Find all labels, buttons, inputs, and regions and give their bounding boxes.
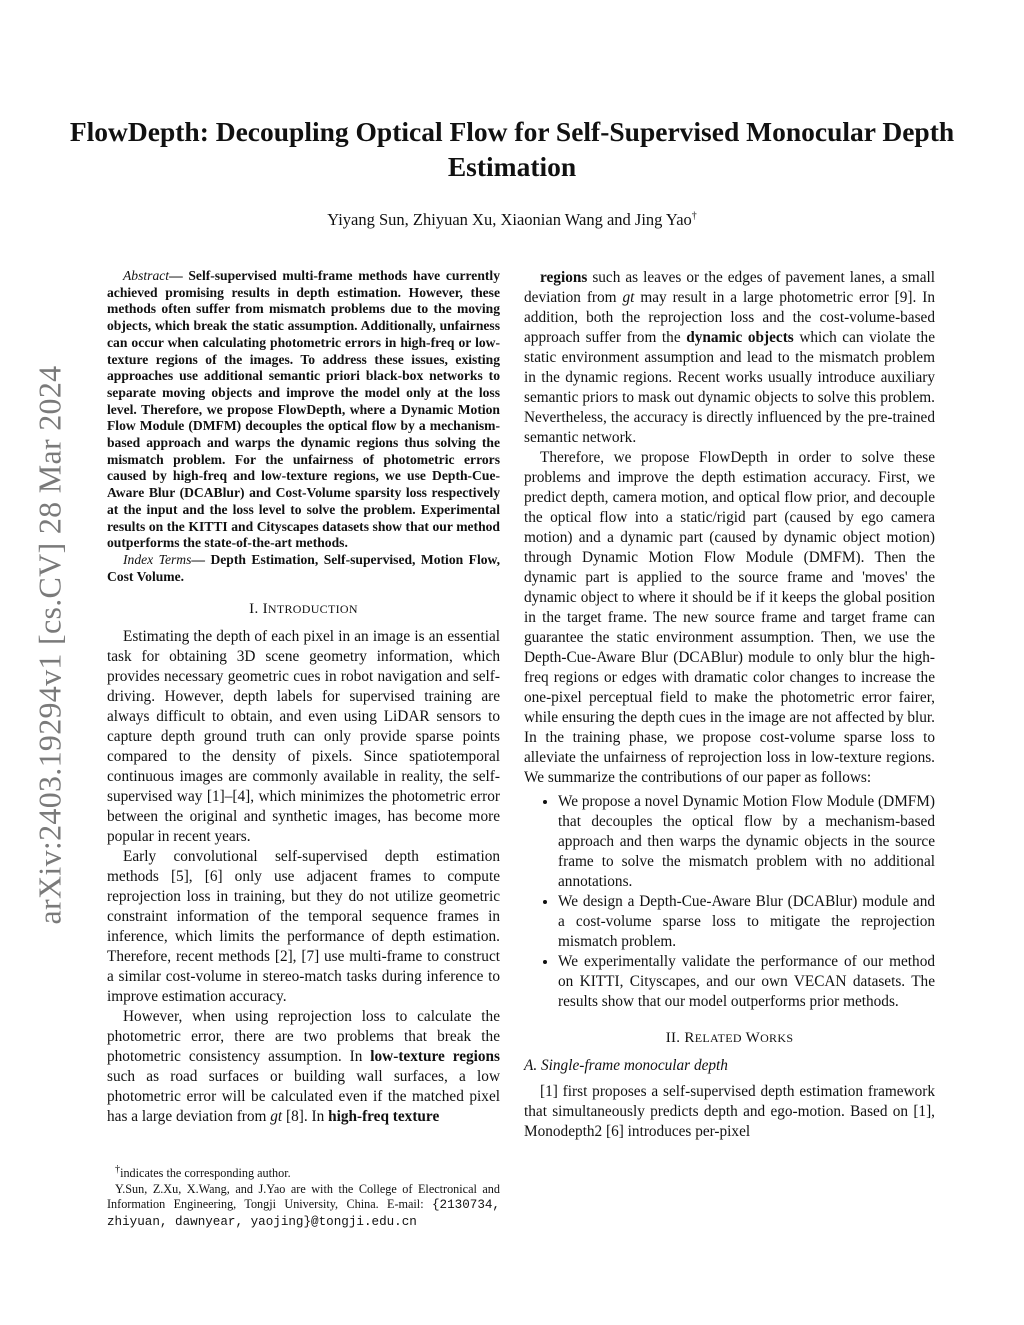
paragraph [524,448,935,788]
index-terms-label: Index Terms [123,551,192,567]
math-symbol: gt [622,289,635,306]
introduction-body [107,627,500,1127]
section-heading-related-works [524,1028,935,1048]
author-names: Yiyang Sun, Zhiyuan Xu, Xiaonian Wang and Jing Yao [327,210,692,229]
bold-text: high-freq texture [328,1108,440,1126]
affiliation-text: Y.Sun, Z.Xu, X.Wang, and J.Yao are with the College of Electronical and Information Engineering, Tongji University, China. E-mail: [107,1181,500,1212]
section-heading-introduction [107,599,500,619]
footnote-corresponding [107,1162,500,1182]
text: Therefore, we propose FlowDepth in order to solve these problems and improve the depth estimation accuracy. First, we predict depth, camera motion, and optical flow prior, and decouple the optical flow into a static/rigid part (caused by ego camera motion) and a dynamic part (caused by dynamic object motion) through Dynamic Motion Flow Module (DMFM). Then the dynamic part is applied to the source frame and 'moves' the dynamic object to where it should be if it keeps the global position in the target frame. The new source frame and target frame can guarantee the static environment assumption. Then, we use the Depth-Cue-Aware Blur (DCABlur) module to only blur the high-freq regions or edges with dramatic color changes to increase the one-pixel perceptual field to make the photometric error fairer, while ensuring the depth cues in the image are not affected by blur. In the training phase, we propose cost-volume sparse loss to alleviate the unfairness of reprojection loss in low-texture regions. We summarize the contributions of our paper as follows: [524,449,935,786]
text: [8]. In [282,1108,329,1126]
index-terms-text: — Depth Estimation, Self-supervised, Motion Flow, Cost Volume. [107,551,500,584]
text: However, when using reprojection loss to calculate the photometric error, there are two problems that break the photometric consistency assumption. In [107,1008,500,1066]
paragraph [524,268,935,448]
section-initial: R [684,1030,695,1046]
paragraph [107,1007,500,1127]
text: such as leaves or the edges of pavement lanes, a small deviation from [524,269,935,306]
section-title-rest: ELATED [694,1031,742,1045]
footnote [107,1162,500,1230]
paragraph [107,627,500,847]
paper-title: FlowDepth: Decoupling Optical Flow for Self-Supervised Monocular Depth Estimation [69,116,955,182]
text: may result in a large photometric error [9]. In addition, both the reprojection loss and the cost-volume-based approach suffer from the [524,289,935,346]
footnote-text: indicates the corresponding author. [120,1166,291,1181]
section-initial: I [262,601,268,618]
subsection-heading: A. Single-frame monocular depth [524,1057,728,1074]
dagger-mark: † [115,1164,121,1175]
text: Early convolutional self-supervised depth estimation methods [5], [6] only use adjacent frames to compute reprojection loss in training, but they do not utilize geometric constraint information of the temporal sequence frames in inference, which limits the performance of depth estimation. Therefore, recent methods [2], [7] use multi-frame to construct a similar cost-volume in stereo-match tasks during inference to improve estimation accuracy. [107,848,500,1006]
math-symbol: gt [270,1108,283,1126]
footnote-affiliation [107,1182,500,1231]
paragraph [107,847,500,1007]
corresponding-mark: † [691,210,697,222]
section-title-rest: ORKS [760,1031,794,1045]
left-column [107,268,500,1127]
paragraph: [1] first proposes a self-supervised depth estimation framework that simultaneously predicts depth and ego-motion. Based on [1], Monodepth2 [6] introduces per-pixel [524,1083,935,1140]
section-initial: W [745,1030,761,1046]
text: which can violate the static environment assumption and lead to the mismatch problem in the dynamic regions. Recent works usually introduce auxiliary semantic priors to mask out dynamic objects to solve this problem. Nevertheless, the accuracy is directly influenced by the pre-trained semantic network. [524,329,935,446]
index-terms [107,552,500,585]
abstract-label: Abstract [123,268,170,283]
text: such as road surfaces or building wall surfaces, a low photometric error will be calculated even if the matched pixel has a large deviation from [107,1068,500,1126]
bold-text: dynamic objects [686,329,794,346]
contribution-item: • We design a Depth-Cue-Aware Blur (DCABlur) module and a cost-volume sparse loss to mitigate the reprojection mismatch problem. [558,892,935,952]
bold-text: low-texture regions [370,1048,500,1066]
section-number: II. [665,1030,681,1046]
text: Estimating the depth of each pixel in an image is an essential task for obtaining 3D scene geometry information, which provides necessary geometric cues in robot navigation and self-driving. However, depth labels for supervised training are always difficult to obtain, and even using LiDAR sensors to capture depth ground truth can only provide sparse points compared to the density of pixels. Since spatiotemporal continuous images are commonly available in reality, the self-supervised way [1]–[4], which minimizes the photometric error between the original and synthetic images, has become more popular in recent years. [107,628,500,846]
bold-text: regions [540,269,588,286]
email-list: {2130734, zhiyuan, dawnyear, yaojing}@tongji.edu.cn [107,1198,500,1229]
contribution-item: • We propose a novel Dynamic Motion Flow Module (DMFM) that decouples the optical flow by a mechanism-based approach and then warps the dynamic objects in the source frame to solve the mismatch problem with no additional annotations. [558,792,935,892]
arxiv-stamp: arXiv:2403.19294v1 [cs.CV] 28 Mar 2024 [31,365,68,925]
contributions-list [524,792,935,1012]
section-title-rest: NTRODUCTION [267,602,358,617]
abstract [107,268,500,552]
abstract-text: — Self-supervised multi-frame methods have currently achieved promising results in depth estimation. However, these methods often suffer from mismatch problems due to the moving objects, which break the static assumption. Additionally, unfairness can occur when calculating photometric errors in high-freq or low-texture regions of the images. To address these issues, existing approaches use additional semantic priori black-box networks to separate moving objects and improve the model only at the loss level. Therefore, we propose FlowDepth, where a Dynamic Motion Flow Module (DMFM) decouples the optical flow by a mechanism-based approach and warps the dynamic regions thus solving the mismatch problem. For the unfairness of photometric errors caused by high-freq and low-texture regions, we use Depth-Cue-Aware Blur (DCABlur) and Cost-Volume sparsity loss respectively at the input and the loss level to solve the problem. Experimental results on the KITTI and Cityscapes datasets show that our method outperforms the state-of-the-art methods. [107,268,500,551]
right-column [524,268,935,1142]
section-number: I. [249,601,259,618]
right-body [524,268,935,788]
contribution-item: • We experimentally validate the performance of our method on KITTI, Cityscapes, and our own VECAN datasets. The results show that our model outperforms prior methods. [558,952,935,1012]
author-list [60,210,964,230]
